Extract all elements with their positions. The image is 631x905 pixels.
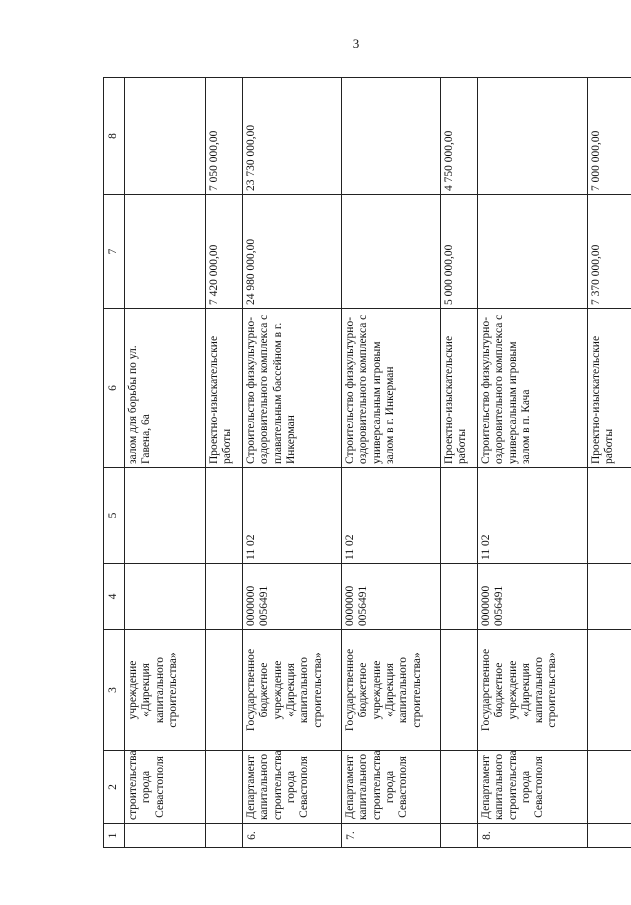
table-cell-col-2 xyxy=(440,751,477,824)
table-row xyxy=(205,78,242,848)
table-cell-col-6: Строительство физкультурно-оздоровительного комплекса с универсальным игровым залом в г. Инкерман xyxy=(341,309,440,468)
table-cell-col-7: 24 980 000,00 xyxy=(242,195,341,309)
table-cell-col-3 xyxy=(205,630,242,751)
table-cell-col-7: 7 370 000,00 xyxy=(587,195,631,309)
table-cell-col-3: Государственное бюджетное учреждение «Дирекция капитального строительства» xyxy=(477,630,587,751)
table-cell-col-4: 0000000 0056491 xyxy=(341,564,440,630)
column-header: 8 xyxy=(104,78,125,195)
table-cell-col-6: Проектно-изыскательские работы xyxy=(587,309,631,468)
table-cell-col-1: 8. xyxy=(477,824,587,848)
table-cell-col-4: 0000000 0056491 xyxy=(242,564,341,630)
table-cell-col-7 xyxy=(125,195,206,309)
table-cell-col-5 xyxy=(125,468,206,564)
column-header: 2 xyxy=(104,751,125,824)
column-header: 1 xyxy=(104,824,125,848)
table-cell-col-7: 5 000 000,00 xyxy=(440,195,477,309)
budget-table xyxy=(103,77,631,848)
table-cell-col-1: 6. xyxy=(242,824,341,848)
table-cell-col-5 xyxy=(440,468,477,564)
table-cell-col-1: 7. xyxy=(341,824,440,848)
table-body xyxy=(125,78,631,848)
table-cell-col-1 xyxy=(125,824,206,848)
table-row xyxy=(440,78,477,848)
table-row xyxy=(242,78,341,848)
table-row xyxy=(477,78,587,848)
table-cell-col-6: Проектно-изыскательские работы xyxy=(205,309,242,468)
rotated-table-wrapper xyxy=(103,78,631,848)
column-header: 7 xyxy=(104,195,125,309)
table-cell-col-3 xyxy=(587,630,631,751)
table-cell-col-2 xyxy=(587,751,631,824)
table-cell-col-3: Государственное бюджетное учреждение «Дирекция капитального строительства» xyxy=(242,630,341,751)
table-cell-col-8: 7 050 000,00 xyxy=(205,78,242,195)
table-cell-col-8 xyxy=(341,78,440,195)
table-cell-col-5 xyxy=(587,468,631,564)
table-row xyxy=(587,78,631,848)
table-cell-col-1 xyxy=(440,824,477,848)
table-cell-col-3: Государственное бюджетное учреждение «Дирекция капитального строительства» xyxy=(341,630,440,751)
column-header: 3 xyxy=(104,630,125,751)
table-cell-col-5: 11 02 xyxy=(477,468,587,564)
table-cell-col-2: Департамент капитального строительства города Севастополя xyxy=(341,751,440,824)
table-cell-col-8: 4 750 000,00 xyxy=(440,78,477,195)
table-cell-col-8 xyxy=(477,78,587,195)
table-cell-col-6: Строительство физкультурно-оздоровительного комплекса с плавательным бассейном в г. Инкерман xyxy=(242,309,341,468)
column-header: 6 xyxy=(104,309,125,468)
column-header: 5 xyxy=(104,468,125,564)
table-cell-col-1 xyxy=(205,824,242,848)
table-row xyxy=(341,78,440,848)
table-cell-col-7: 7 420 000,00 xyxy=(205,195,242,309)
table-cell-col-3: учреждение «Дирекция капитального строительства» xyxy=(125,630,206,751)
table-cell-col-4 xyxy=(125,564,206,630)
table-cell-col-7 xyxy=(341,195,440,309)
table-cell-col-6: Проектно-изыскательские работы xyxy=(440,309,477,468)
header-row xyxy=(104,78,125,848)
table-cell-col-8: 23 730 000,00 xyxy=(242,78,341,195)
table-cell-col-4 xyxy=(587,564,631,630)
table-cell-col-4 xyxy=(440,564,477,630)
table-cell-col-1 xyxy=(587,824,631,848)
table-row xyxy=(125,78,206,848)
table-cell-col-3 xyxy=(440,630,477,751)
table-cell-col-5: 11 02 xyxy=(341,468,440,564)
table-cell-col-5 xyxy=(205,468,242,564)
column-header: 4 xyxy=(104,564,125,630)
table-cell-col-2: строительства города Севастополя xyxy=(125,751,206,824)
table-cell-col-8 xyxy=(125,78,206,195)
table-cell-col-2: Департамент капитального строительства города Севастополя xyxy=(477,751,587,824)
table-cell-col-7 xyxy=(477,195,587,309)
table-cell-col-4: 0000000 0056491 xyxy=(477,564,587,630)
table-cell-col-6: залом для борьбы по ул. Гавена, 6а xyxy=(125,309,206,468)
table-cell-col-5: 11 02 xyxy=(242,468,341,564)
table-cell-col-8: 7 000 000,00 xyxy=(587,78,631,195)
table-cell-col-6: Строительство физкультурно-оздоровительного комплекса с универсальным игровым залом в п. Кача xyxy=(477,309,587,468)
table-cell-col-2: Департамент капитального строительства города Севастополя xyxy=(242,751,341,824)
page-number: 3 xyxy=(352,36,360,51)
table-cell-col-2 xyxy=(205,751,242,824)
table-cell-col-4 xyxy=(205,564,242,630)
